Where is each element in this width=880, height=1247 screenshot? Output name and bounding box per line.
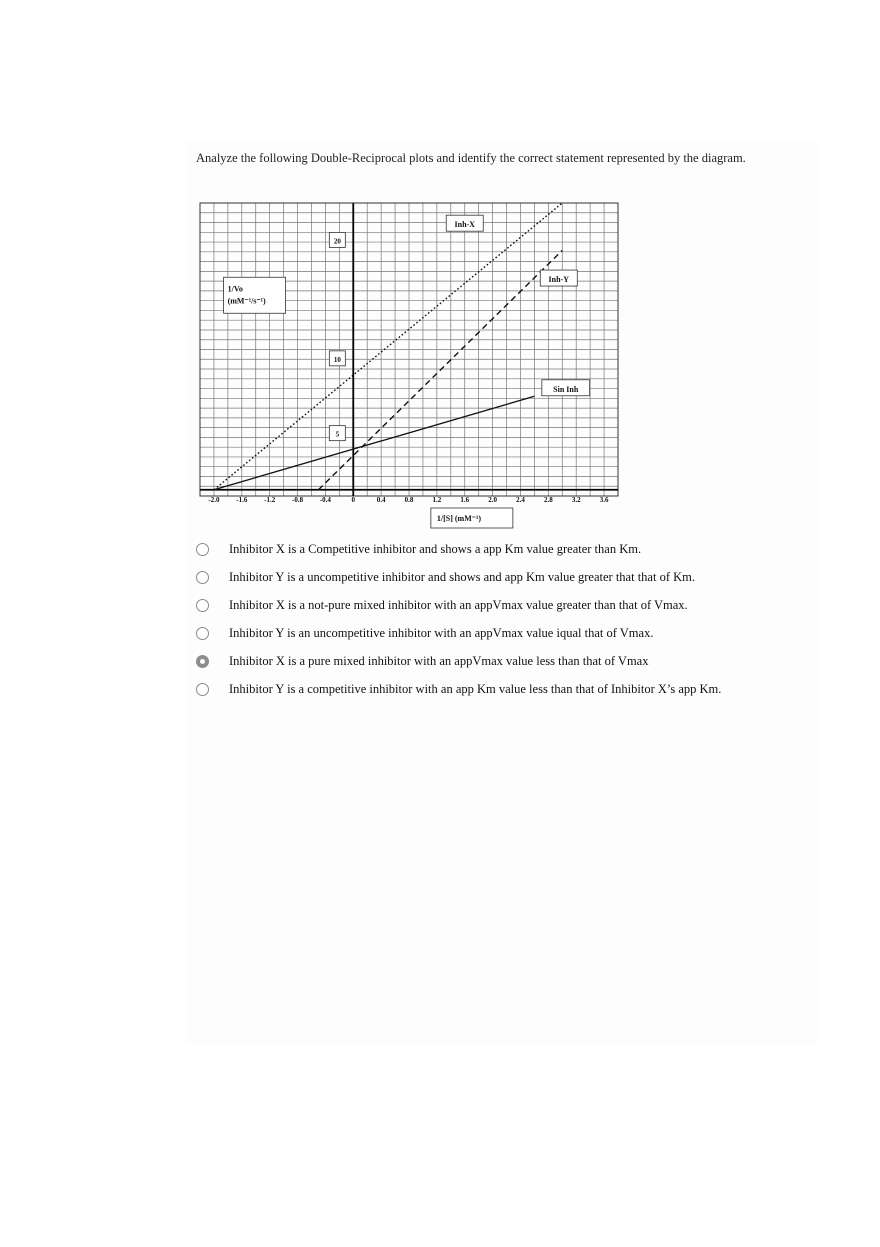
- x-tick-label: 3.6: [599, 496, 609, 504]
- y-tick-label: 20: [333, 237, 341, 246]
- x-axis-label: 1/[S] (mM⁻¹): [436, 514, 482, 523]
- radio-button[interactable]: [196, 599, 209, 612]
- series-line-inh-x: [214, 203, 562, 490]
- x-tick-label: 0.4: [376, 496, 386, 504]
- series-line-inh-y: [318, 250, 562, 489]
- series-annotation-label: Inh-Y: [548, 275, 570, 285]
- x-tick-label: -0.4: [319, 496, 331, 504]
- y-tick-label-box: [329, 351, 345, 366]
- y-tick-label: 10: [333, 355, 341, 364]
- answer-option-label: Inhibitor X is a pure mixed inhibitor with an appVmax value less than that of Vmax: [229, 653, 649, 668]
- series-annotation: [446, 215, 483, 231]
- radio-button[interactable]: [196, 543, 209, 556]
- answer-option-label: Inhibitor Y is a competitive inhibitor with an app Km value less than that of Inhibitor X’s app Km.: [229, 681, 722, 696]
- x-tick-label: -0.8: [291, 496, 304, 504]
- series-annotation-label: Inh-X: [454, 220, 475, 230]
- series-annotation-label: Sin Inh: [553, 384, 579, 394]
- answer-option-label: Inhibitor Y is a uncompetitive inhibitor and shows and app Km value greater that that of Km.: [229, 569, 695, 584]
- answer-option[interactable]: [196, 623, 653, 643]
- answer-option[interactable]: [196, 567, 695, 587]
- radio-button[interactable]: [196, 683, 209, 696]
- x-tick-label: -2.0: [208, 496, 220, 504]
- x-tick-label: 0: [351, 496, 356, 504]
- y-axis-label-line1: 1/Vo: [227, 284, 243, 294]
- radio-button[interactable]: [196, 655, 209, 668]
- y-tick-label-box: [329, 426, 345, 441]
- series-annotation: [540, 270, 577, 286]
- x-tick-label: 1.6: [460, 496, 470, 504]
- y-tick-label-box: [329, 232, 345, 247]
- series-annotation: [542, 380, 590, 396]
- question-text: Analyze the following Double-Reciprocal plots and identify the correct statement represented by the diagram.: [196, 151, 746, 165]
- answer-option[interactable]: [196, 595, 688, 615]
- x-tick-label: -1.2: [264, 496, 276, 504]
- answer-option[interactable]: [196, 679, 721, 699]
- y-axis-label-box: [224, 277, 286, 313]
- answer-option-label: Inhibitor X is a not-pure mixed inhibitor with an appVmax value greater than that of Vmax.: [229, 597, 688, 612]
- answer-option-label: Inhibitor X is a Competitive inhibitor and shows a app Km value greater than Km.: [229, 541, 642, 556]
- x-tick-label: 2.0: [488, 496, 497, 504]
- y-axis-label-line2: (mM⁻¹/s⁻¹): [227, 296, 266, 306]
- answer-option[interactable]: [196, 539, 641, 559]
- x-tick-label: 1.2: [432, 496, 442, 504]
- y-tick-label: 5: [335, 430, 340, 439]
- answer-option[interactable]: [196, 651, 648, 671]
- lineweaver-burk-chart: [186, 190, 636, 530]
- radio-button[interactable]: [196, 571, 209, 584]
- x-tick-label: 2.8: [543, 496, 553, 504]
- x-tick-label: 2.4: [516, 496, 525, 504]
- x-axis-label-box: [431, 508, 513, 528]
- answer-option-label: Inhibitor Y is an uncompetitive inhibitor with an appVmax value iqual that of Vmax.: [229, 625, 654, 640]
- radio-button[interactable]: [196, 627, 209, 640]
- chart-grid: [200, 203, 618, 496]
- series-line-sin-inh: [214, 396, 534, 490]
- x-tick-label: -1.6: [236, 496, 248, 504]
- x-tick-label: 3.2: [571, 496, 581, 504]
- x-tick-label: 0.8: [404, 496, 414, 504]
